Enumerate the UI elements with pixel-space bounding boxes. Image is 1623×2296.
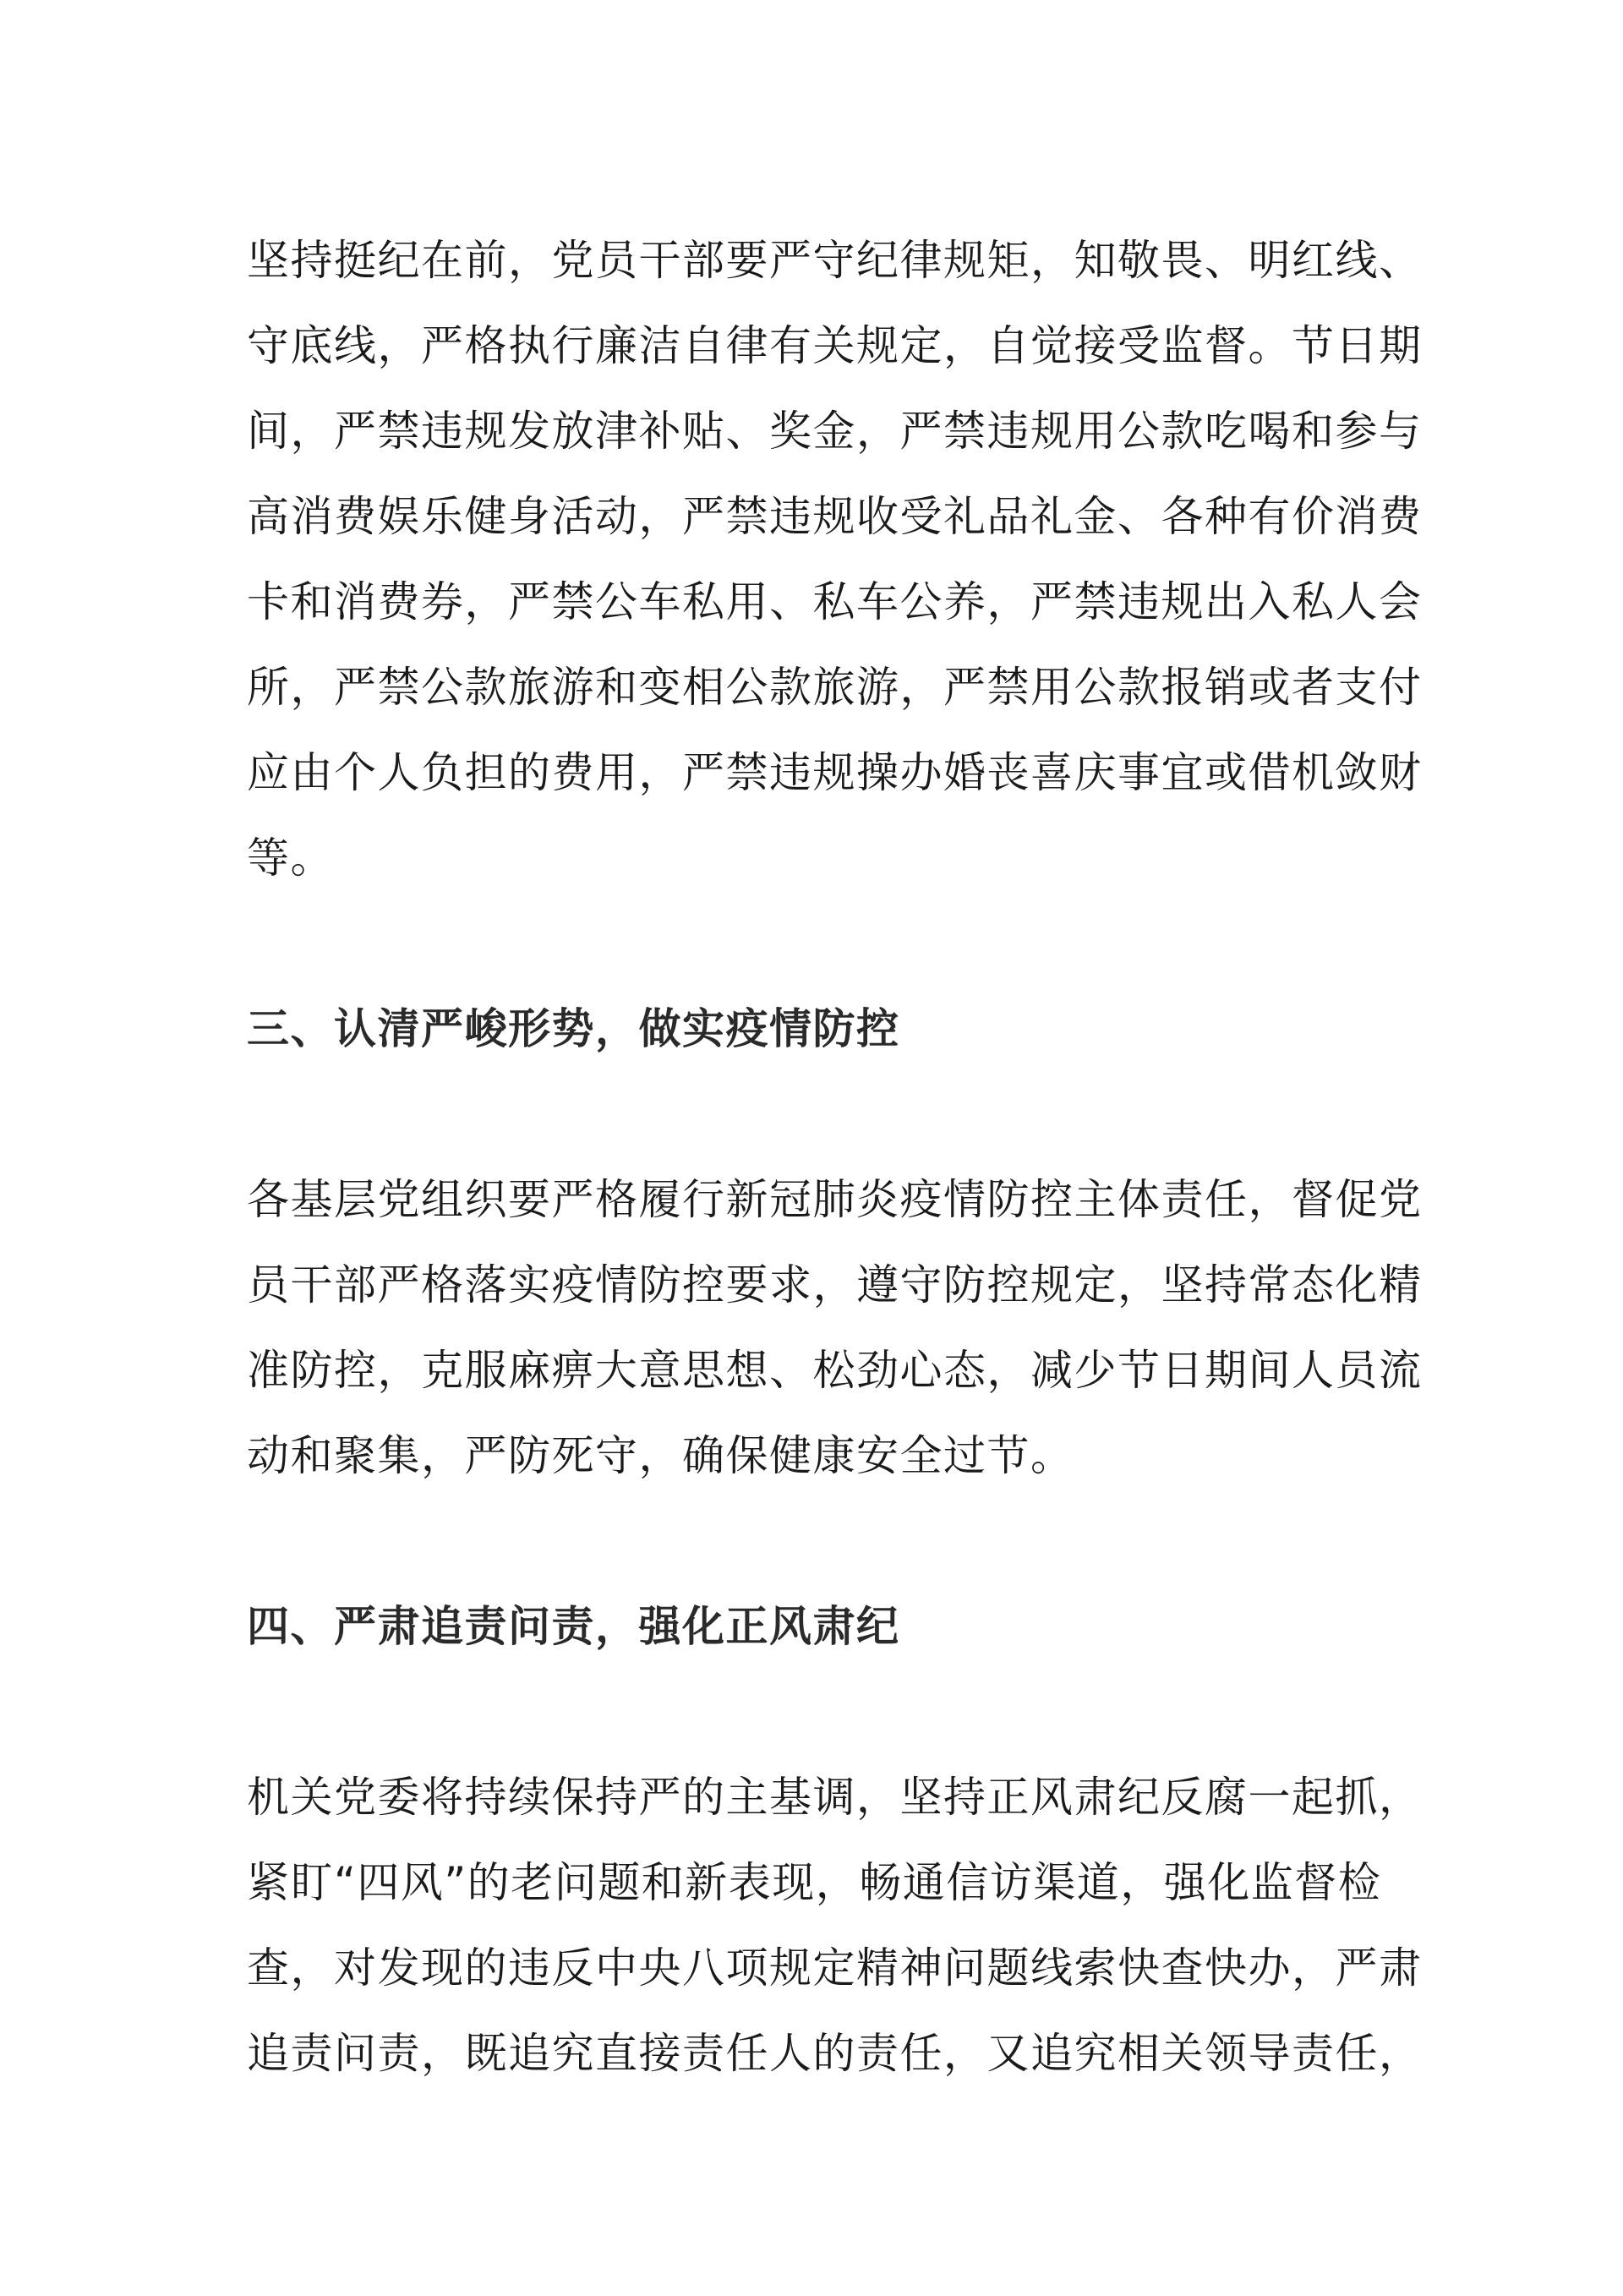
spacer (247, 1072, 1371, 1157)
text-line: 所，严禁公款旅游和变相公款旅游，严禁用公款报销或者支付 (247, 663, 1423, 712)
text-line: 员干部严格落实疫情防控要求，遵守防控规定，坚持常态化精 (247, 1260, 1423, 1309)
paragraph-accountability (247, 1755, 1423, 2096)
text-line: 追责问责，既追究直接责任人的责任，又追究相关领导责任， (247, 2029, 1423, 2078)
text-line: 等。 (247, 834, 334, 883)
section-heading-accountability: 四、严肃追责问责，强化正风肃纪 (247, 1602, 900, 1651)
text-line: 准防控，克服麻痹大意思想、松劲心态，减少节日期间人员流 (247, 1346, 1423, 1395)
paragraph-epidemic (247, 1157, 1423, 1499)
text-line: 机关党委将持续保持严的主基调，坚持正风肃纪反腐一起抓， (247, 1773, 1423, 1822)
spacer (247, 901, 1371, 987)
text-line: 坚持挺纪在前，党员干部要严守纪律规矩，知敬畏、明红线、 (247, 236, 1423, 285)
text-line: 各基层党组织要严格履行新冠肺炎疫情防控主体责任，督促党 (247, 1175, 1423, 1224)
text-line: 间，严禁违规发放津补贴、奖金，严禁违规用公款吃喝和参与 (247, 407, 1423, 456)
text-line: 高消费娱乐健身活动，严禁违规收受礼品礼金、各种有价消费 (247, 492, 1423, 541)
text-line: 守底线，严格执行廉洁自律有关规定，自觉接受监督。节日期 (247, 321, 1423, 370)
document-body (247, 218, 1423, 2096)
text-line: 查，对发现的违反中央八项规定精神问题线索快查快办，严肃 (247, 1943, 1423, 1993)
text-line: 应由个人负担的费用，严禁违规操办婚丧喜庆事宜或借机敛财 (247, 748, 1423, 797)
spacer (247, 1670, 1371, 1755)
text-line: 动和聚集，严防死守，确保健康安全过节。 (247, 1431, 1074, 1480)
section-heading-epidemic: 三、认清严峻形势，做实疫情防控 (247, 1004, 900, 1053)
text-line: 紧盯“四风”的老问题和新表现，畅通信访渠道，强化监督检 (247, 1858, 1382, 1907)
spacer (247, 1499, 1371, 1584)
paragraph-discipline (247, 218, 1423, 901)
text-line: 卡和消费券，严禁公车私用、私车公养，严禁违规出入私人会 (247, 577, 1423, 626)
